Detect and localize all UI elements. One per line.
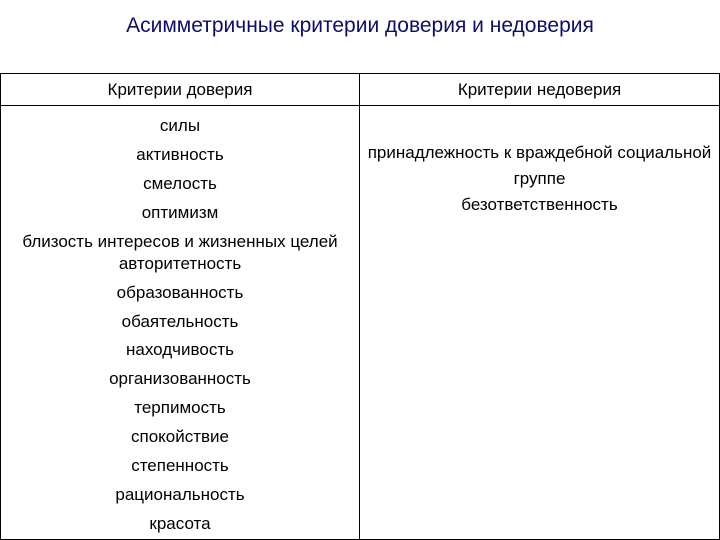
trust-item: активность [136,144,224,164]
trust-item: спокойствие [130,427,229,447]
distrust-item: безответственность [461,195,618,214]
trust-item: красота [149,513,211,533]
trust-item: обаятельность [121,311,239,331]
trust-item: терпимость [134,398,226,418]
trust-item: степенность [131,456,229,476]
distrust-list [360,140,719,218]
trust-list [1,112,359,539]
criteria-row [1,106,720,540]
distrust-cell [360,106,720,540]
header-row [1,74,720,106]
trust-item: рациональность [115,484,245,504]
slide-title: Асимметричные критерии доверия и недоверия [126,14,594,37]
trust-item: близость интересов и жизненных целей авторитетность [22,231,338,274]
distrust-header: Критерии недоверия [360,74,720,106]
trust-item: силы [159,116,201,135]
trust-cell [1,106,360,540]
trust-item: смелость [143,173,217,193]
trust-item: оптимизм [141,202,219,222]
trust-item: находчивость [126,340,234,360]
trust-item: образованность [116,282,244,302]
criteria-table [0,73,720,540]
distrust-item: принадлежность к враждебной социальной группе [367,143,712,188]
trust-header: Критерии доверия [1,74,360,106]
trust-item: организованность [109,369,251,389]
